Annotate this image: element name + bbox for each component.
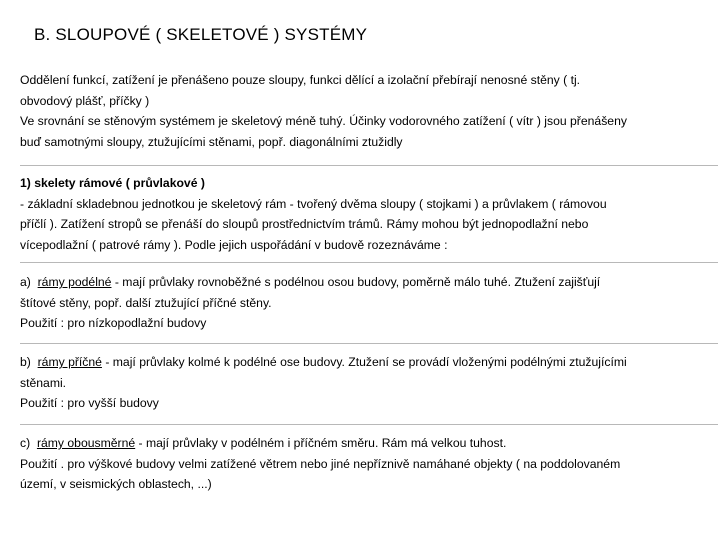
item-description: - mají průvlaky rovnoběžné s podélnou osou budovy, poměrně málo tuhé. Ztužení zajišťují bbox=[111, 275, 601, 289]
item-usage: Použití : pro vyšší budovy bbox=[20, 396, 159, 410]
section-line: příčlí ). Zatížení stropů se přenáší do sloupů prostřednictvím trámů. Rámy mohou být jednopodlažní nebo bbox=[20, 217, 589, 231]
section-frame-skeletons bbox=[20, 173, 720, 255]
item-line: stěnami. bbox=[20, 375, 67, 390]
item-first-line bbox=[20, 352, 720, 373]
item-transverse-frames bbox=[20, 352, 720, 414]
item-label: b) bbox=[20, 355, 38, 369]
item-first-line bbox=[20, 433, 720, 454]
intro-line: buď samotnými sloupy, ztužujícími stěnami, popř. diagonálními ztužidly bbox=[20, 134, 403, 149]
item-usage: Použití . pro výškové budovy velmi zatížené větrem nebo jiné nepříznivě namáhané objekty ( na poddolovaném bbox=[20, 456, 621, 471]
item-bidirectional-frames bbox=[20, 433, 720, 495]
item-description: - mají průvlaky kolmé k podélné ose budovy. Ztužení se provádí vloženými podélnými ztužujícími bbox=[101, 355, 627, 369]
section-line: vícepodlažní ( patrové rámy ). Podle jejich uspořádání v budově rozeznáváme : bbox=[20, 237, 448, 252]
item-term: rámy příčné bbox=[37, 355, 102, 369]
item-usage: Použití : pro nízkopodlažní budovy bbox=[20, 316, 207, 330]
item-label: c) bbox=[20, 436, 37, 450]
item-description: - mají průvlaky v podélném i příčném směru. Rám má velkou tuhost. bbox=[135, 436, 507, 450]
intro-line: obvodový plášť, příčky ) bbox=[20, 93, 150, 108]
divider bbox=[20, 343, 718, 344]
section-heading: 1) skelety rámové ( průvlakové ) bbox=[20, 176, 205, 190]
item-term: rámy podélné bbox=[37, 275, 112, 289]
page-title: B. SLOUPOVÉ ( SKELETOVÉ ) SYSTÉMY bbox=[34, 25, 368, 44]
divider bbox=[20, 262, 718, 263]
intro-line: Ve srovnání se stěnovým systémem je skeletový méně tuhý. Účinky vodorovného zatížení ( vítr ) jsou přenášeny bbox=[20, 114, 627, 128]
item-line: štítové stěny, popř. další ztužující příčné stěny. bbox=[20, 295, 272, 310]
item-longitudinal-frames bbox=[20, 272, 720, 334]
intro-paragraph bbox=[20, 70, 720, 152]
intro-line: Oddělení funkcí, zatížení je přenášeno pouze sloupy, funkci dělící a izolační přebírají nenosné stěny ( tj. bbox=[20, 73, 581, 87]
section-line: - základní skladebnou jednotkou je skeletový rám - tvořený dvěma sloupy ( stojkami ) a průvlakem ( rámovou bbox=[20, 196, 607, 211]
item-line: území, v seismických oblastech, ...) bbox=[20, 477, 212, 491]
item-term: rámy obousměrné bbox=[36, 436, 136, 450]
divider bbox=[20, 424, 718, 425]
item-label: a) bbox=[20, 275, 38, 289]
item-first-line bbox=[20, 272, 720, 293]
divider bbox=[20, 165, 718, 166]
